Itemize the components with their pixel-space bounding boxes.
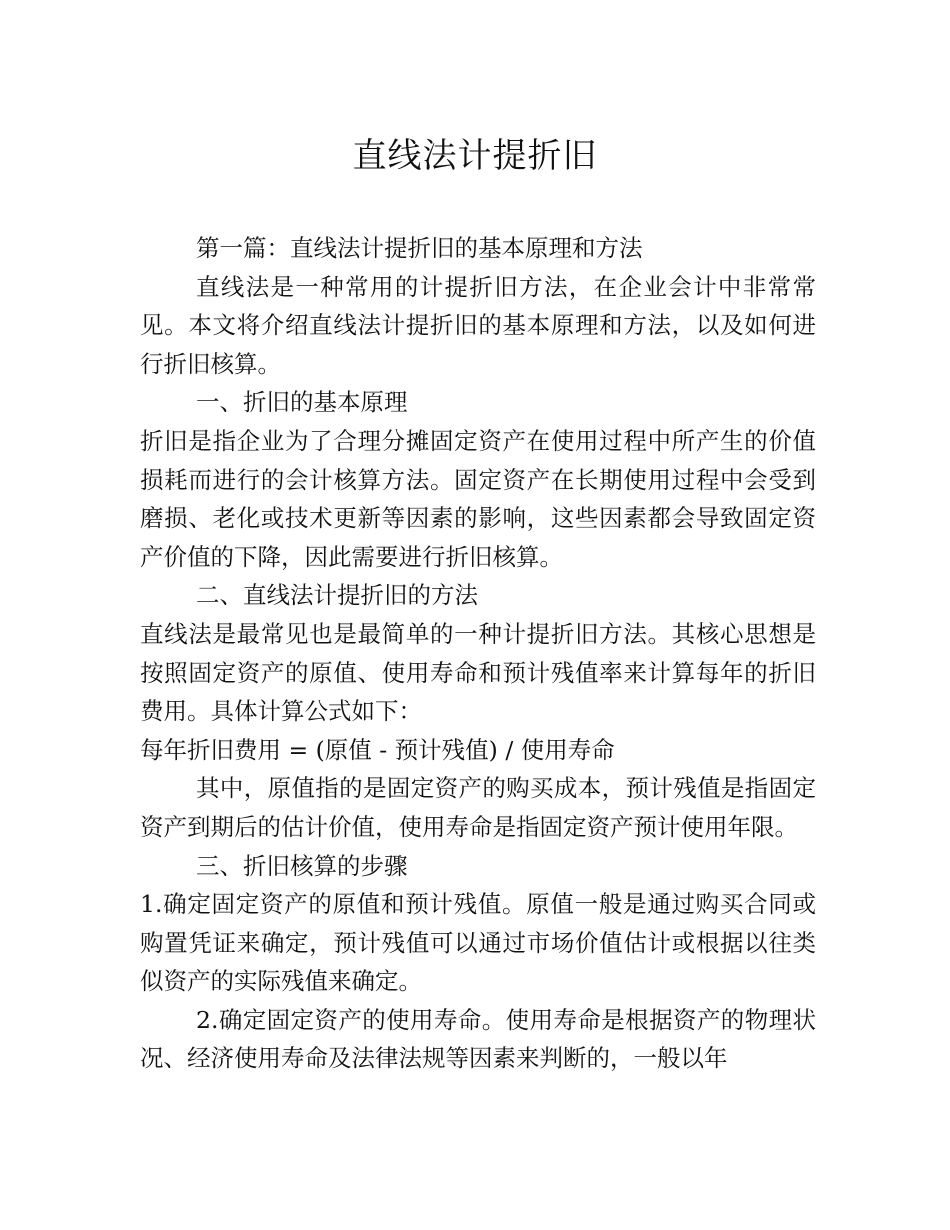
document-body — [140, 229, 816, 1078]
document-title: 直线法计提折旧 — [352, 136, 598, 176]
principle-paragraph: 折旧是指企业为了合理分摊固定资产在使用过程中所产生的价值损耗而进行的会计核算方法。固定资产在长期使用过程中会受到磨损、老化或技术更新等因素的影响，这些因素都会导致固定资产价值的下降，因此需要进行折旧核算。 — [140, 426, 816, 571]
step-2-paragraph: 2.确定固定资产的使用寿命。使用寿命是根据资产的物理状况、经济使用寿命及法律法规等因素来判断的，一般以年 — [140, 1005, 816, 1073]
formula-explanation-paragraph: 其中，原值指的是固定资产的购买成本，预计残值是指固定资产到期后的估计价值，使用寿命是指固定资产预计使用年限。 — [140, 774, 816, 841]
section-heading-method: 二、直线法计提折旧的方法 — [196, 581, 478, 610]
method-paragraph: 直线法是最常见也是最简单的一种计提折旧方法。其核心思想是按照固定资产的原值、使用寿命和预计残值率来计算每年的折旧费用。具体计算公式如下： — [140, 619, 816, 726]
formula-line: 每年折旧费用 = (原值 - 预计残值) / 使用寿命 — [140, 735, 615, 764]
step-1-paragraph: 1.确定固定资产的原值和预计残值。原值一般是通过购买合同或购置凭证来确定，预计残值可以通过市场价值估计或根据以往类似资产的实际残值来确定。 — [140, 890, 816, 996]
intro-paragraph: 直线法是一种常用的计提折旧方法，在企业会计中非常常见。本文将介绍直线法计提折旧的基本原理和方法，以及如何进行折旧核算。 — [140, 272, 816, 378]
section-heading-basic-principle: 一、折旧的基本原理 — [196, 388, 408, 417]
section-heading-steps: 三、折旧核算的步骤 — [196, 851, 408, 880]
section-heading-part-one: 第一篇：直线法计提折旧的基本原理和方法 — [196, 234, 643, 262]
